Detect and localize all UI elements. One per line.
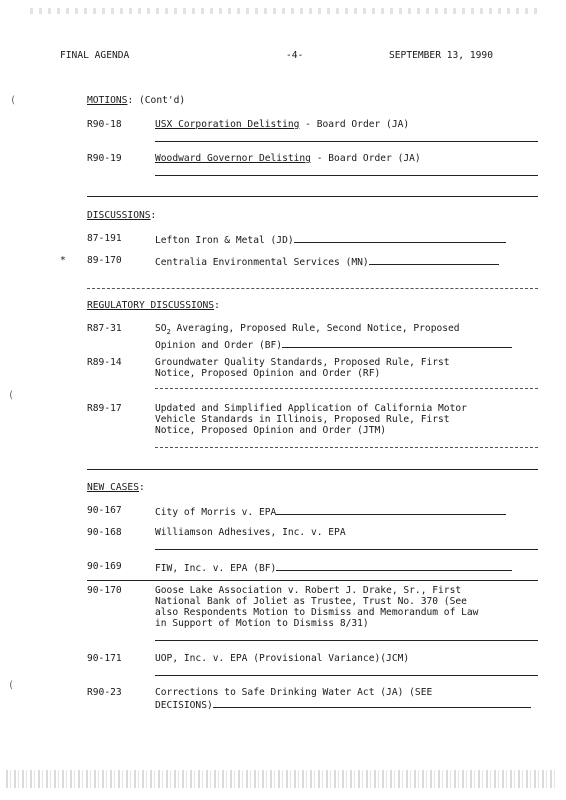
regulatory-item-description: Updated and Simplified Application of California Motor Vehicle Standards in Illinois, Proposed Rule, First Notice, Proposed Opinion and Order (JTM) (155, 403, 467, 436)
item-code: R90-23 (87, 687, 122, 698)
punch-hole-mark: ( (8, 390, 15, 401)
scan-noise-top (30, 8, 540, 14)
regulatory-item-description: $SO_2$ Averaging, Proposed Rule, Second Notice, Proposed Opinion and Order (BF) (155, 323, 540, 351)
case-item-description: Goose Lake Association v. Robert J. Drake, Sr., First National Bank of Joliet as Trustee, Trust No. 370 (See also Respondents Motion to Dismiss and Memorandum of Law in Support of Motion to Dismiss 8/31) (155, 585, 479, 629)
fill-line (155, 549, 538, 550)
punch-hole-mark: ( (10, 95, 17, 106)
fill-line (369, 255, 499, 265)
item-code: R90-19 (87, 153, 122, 164)
fill-line (155, 141, 538, 142)
fill-line (276, 505, 506, 515)
section-divider (87, 196, 538, 197)
discussion-item-description: Lefton Iron & Metal (JD) (155, 233, 540, 246)
item-code: 89-170 (87, 255, 122, 266)
section-divider (87, 288, 538, 289)
case-item-description: UOP, Inc. v. EPA (Provisional Variance)(JCM) (155, 653, 410, 664)
fill-line (276, 561, 512, 571)
fill-line (155, 388, 538, 389)
item-code: R87-31 (87, 323, 122, 334)
case-item-description: City of Morris v. EPA (155, 505, 540, 518)
section-heading-regulatory-discussions: REGULATORY DISCUSSIONS: (87, 300, 220, 311)
item-code: 90-169 (87, 561, 122, 572)
item-code: 90-170 (87, 585, 122, 596)
item-code: 90-171 (87, 653, 122, 664)
section-heading-discussions: DISCUSSIONS: (87, 210, 157, 221)
motion-item-description: Woodward Governor Delisting - Board Order (JA) (155, 153, 421, 164)
item-code: 87-191 (87, 233, 122, 244)
fill-line (282, 338, 512, 348)
header-left: FINAL AGENDA (60, 50, 130, 61)
section-heading-motions: MOTIONS: (Cont'd) (87, 95, 186, 106)
section-divider (87, 469, 538, 470)
case-item-description: Williamson Adhesives, Inc. v. EPA (155, 527, 346, 538)
fill-line (155, 640, 538, 641)
item-code: R89-14 (87, 357, 122, 368)
discussion-item-description: Centralia Environmental Services (MN) (155, 255, 540, 268)
case-item-description: Corrections to Safe Drinking Water Act (JA) (SEE DECISIONS) (155, 687, 540, 711)
regulatory-item-description: Groundwater Quality Standards, Proposed Rule, First Notice, Proposed Opinion and Order (RF) (155, 357, 450, 379)
item-code: R90-18 (87, 119, 122, 130)
case-item-description: FIW, Inc. v. EPA (BF) (155, 561, 540, 574)
fill-line (155, 175, 538, 176)
punch-hole-mark: ( (8, 680, 15, 691)
fill-line (213, 698, 531, 708)
item-code: 90-168 (87, 527, 122, 538)
priority-asterisk: * (60, 255, 66, 266)
fill-line (155, 447, 538, 448)
scan-noise-bottom (6, 770, 558, 788)
fill-line (155, 675, 538, 676)
item-code: 90-167 (87, 505, 122, 516)
item-code: R89-17 (87, 403, 122, 414)
fill-line (294, 233, 506, 243)
motion-item-description: USX Corporation Delisting - Board Order (JA) (155, 119, 410, 130)
page-number: -4- (286, 50, 304, 61)
section-heading-new-cases: NEW CASES: (87, 482, 145, 493)
header-date: SEPTEMBER 13, 1990 (389, 50, 493, 61)
item-divider (87, 580, 538, 581)
